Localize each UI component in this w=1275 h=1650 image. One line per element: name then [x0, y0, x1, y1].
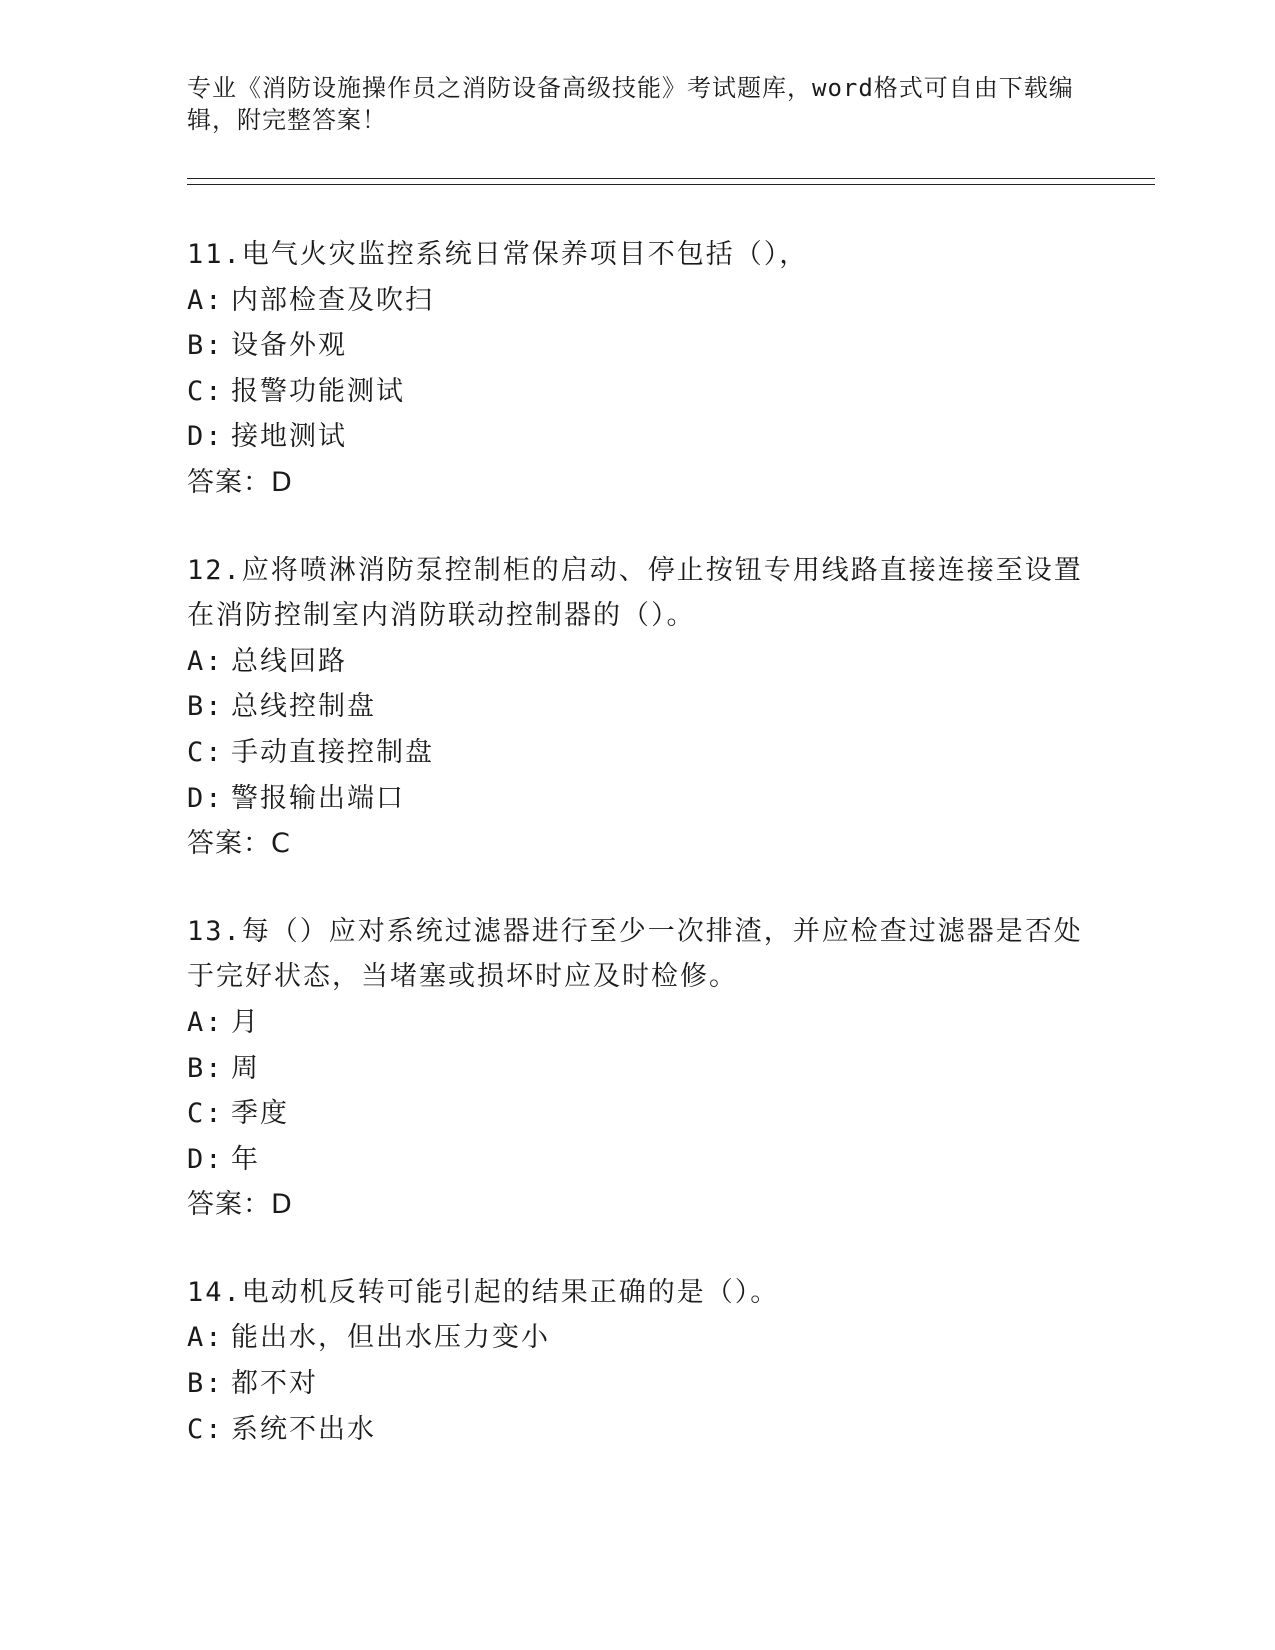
answer-value: C — [271, 828, 291, 860]
option-text: 月 — [231, 1006, 260, 1038]
question-number: 12. — [187, 554, 242, 586]
option-d — [187, 414, 1087, 460]
option-d — [187, 1137, 1087, 1183]
answer-value: D — [271, 1189, 293, 1221]
question-text — [187, 232, 1087, 278]
header-line-1: 专业《消防设施操作员之消防设备高级技能》考试题库，word格式可自由下载编 — [187, 74, 1074, 102]
question-text-line-1 — [187, 909, 1087, 955]
document-header — [187, 72, 1087, 136]
answer-label: 答案： — [187, 1189, 271, 1221]
question-text-line-1 — [187, 548, 1087, 594]
answer-line — [187, 821, 1087, 867]
option-b — [187, 1361, 1087, 1407]
option-d — [187, 776, 1087, 822]
option-text: 都不对 — [231, 1368, 318, 1400]
option-c — [187, 730, 1087, 776]
option-text: 接地测试 — [231, 421, 347, 453]
option-a — [187, 1315, 1087, 1361]
option-text: 系统不出水 — [231, 1413, 376, 1445]
option-text: 年 — [231, 1143, 260, 1175]
option-text: 报警功能测试 — [231, 375, 405, 407]
header-divider-top — [187, 178, 1155, 179]
answer-label: 答案： — [187, 828, 271, 860]
option-c — [187, 1091, 1087, 1137]
option-a — [187, 278, 1087, 324]
question-number: 11. — [187, 239, 242, 270]
option-text: 总线回路 — [231, 645, 347, 677]
option-letter: B: — [187, 330, 224, 362]
question-text — [187, 1270, 1087, 1316]
question-body: 每（）应对系统过滤器进行至少一次排渣，并应检查过滤器是否处 — [241, 915, 1083, 947]
option-text: 能出水，但出水压力变小 — [231, 1322, 550, 1354]
answer-value: D — [271, 466, 293, 498]
question-12 — [187, 548, 1087, 867]
option-text: 总线控制盘 — [231, 691, 376, 723]
question-number: 14. — [187, 1276, 242, 1308]
option-a — [187, 1000, 1087, 1046]
option-text: 设备外观 — [231, 330, 347, 362]
option-a — [187, 639, 1087, 685]
question-11 — [187, 232, 1087, 506]
option-letter: B: — [187, 1052, 224, 1084]
question-13 — [187, 909, 1087, 1228]
header-line-2: 辑，附完整答案！ — [187, 106, 387, 134]
answer-line — [187, 460, 1087, 506]
question-body: 电气火灾监控系统日常保养项目不包括（）， — [241, 239, 809, 270]
header-divider-bottom — [187, 184, 1155, 185]
option-letter: C: — [187, 1098, 224, 1130]
question-list — [187, 232, 1087, 1494]
option-c — [187, 1407, 1087, 1453]
option-b — [187, 323, 1087, 369]
option-letter: C: — [187, 1413, 224, 1445]
option-letter: D: — [187, 421, 224, 453]
option-letter: D: — [187, 782, 224, 814]
option-text: 季度 — [231, 1098, 289, 1130]
question-number: 13. — [187, 915, 242, 947]
option-letter: A: — [187, 1006, 224, 1038]
answer-label: 答案： — [187, 466, 271, 498]
answer-line — [187, 1182, 1087, 1228]
question-text-line-2: 在消防控制室内消防联动控制器的（）。 — [187, 600, 696, 632]
option-b — [187, 1046, 1087, 1092]
question-text-line-2: 于完好状态，当堵塞或损坏时应及时检修。 — [187, 961, 738, 993]
option-letter: B: — [187, 691, 224, 723]
option-letter: A: — [187, 284, 224, 316]
option-letter: A: — [187, 645, 224, 677]
option-text: 内部检查及吹扫 — [231, 284, 434, 316]
option-letter: C: — [187, 736, 224, 768]
option-letter: D: — [187, 1143, 224, 1175]
option-text: 手动直接控制盘 — [231, 736, 434, 768]
question-body: 电动机反转可能引起的结果正确的是（）。 — [241, 1276, 780, 1308]
option-letter: B: — [187, 1368, 224, 1400]
option-text: 警报输出端口 — [231, 782, 405, 814]
option-letter: A: — [187, 1322, 224, 1354]
option-b — [187, 684, 1087, 730]
option-text: 周 — [231, 1052, 260, 1084]
option-c — [187, 369, 1087, 415]
question-body: 应将喷淋消防泵控制柜的启动、停止按钮专用线路直接连接至设置 — [241, 554, 1083, 586]
question-14 — [187, 1270, 1087, 1452]
option-letter: C: — [187, 375, 224, 407]
